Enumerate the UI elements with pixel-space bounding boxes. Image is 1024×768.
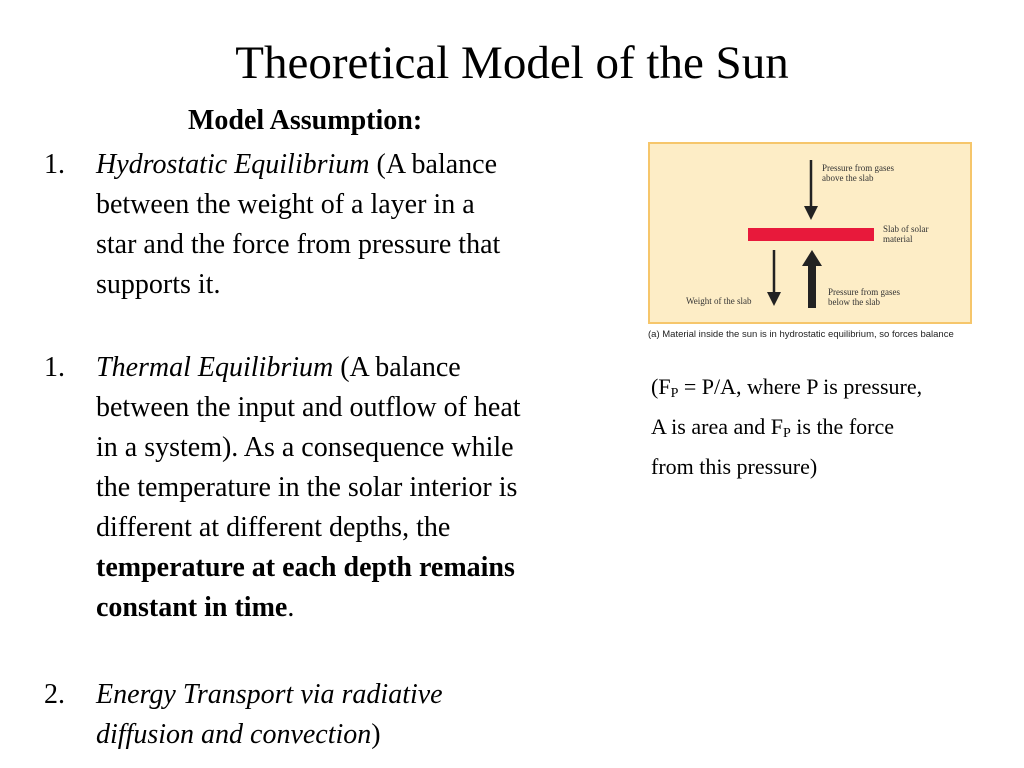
list-line: in a system). As a consequence while: [96, 432, 514, 463]
list-number: 2.: [44, 679, 65, 710]
list-item-text: [96, 145, 676, 305]
weight-arrowhead: [767, 292, 781, 306]
list-item-text: [96, 675, 676, 755]
list-line: between the weight of a layer in a: [96, 189, 475, 220]
list-line: between the input and outflow of heat: [96, 392, 521, 423]
slide-title: Theoretical Model of the Sun: [235, 37, 789, 89]
list-line: supports it.: [96, 269, 221, 300]
label-weight: Weight of the slab: [686, 296, 752, 306]
list-line: diffusion and convection): [96, 719, 381, 750]
term-italic: Hydrostatic Equilibrium: [96, 149, 370, 180]
list-line-bold: constant in time.: [96, 592, 295, 623]
list-number: 1.: [44, 149, 65, 180]
figure-caption: (a) Material inside the sun is in hydrostatic equilibrium, so forces balance: [648, 329, 954, 340]
label-pressure-below: Pressure from gases below the slab: [828, 287, 900, 307]
list-line: star and the force from pressure that: [96, 229, 501, 260]
list-number: 1.: [44, 352, 65, 383]
model-assumption-heading: Model Assumption:: [188, 105, 423, 136]
pressure-below-arrow: [808, 264, 816, 308]
hydrostatic-equilibrium-diagram: [648, 142, 972, 324]
pressure-below-arrowhead: [802, 250, 822, 266]
list-line: Hydrostatic Equilibrium (A balance: [96, 149, 498, 180]
list-item-text: [96, 348, 676, 628]
list-line: Energy Transport via radiative: [96, 679, 443, 710]
force-pressure-note: ($F_P = P/A$, where P is pressure, A is area and $F_P$ is the force from this pressure): [651, 374, 923, 479]
pressure-above-arrowhead: [804, 206, 818, 220]
term-italic: Thermal Equilibrium: [96, 352, 334, 383]
list-line-bold: temperature at each depth remains: [96, 552, 515, 583]
label-slab: Slab of solar material: [883, 224, 929, 244]
list-line: different at different depths, the: [96, 512, 451, 543]
slab-rect: [748, 228, 874, 241]
label-pressure-above: Pressure from gases above the slab: [822, 163, 894, 183]
list-line: the temperature in the solar interior is: [96, 472, 518, 503]
list-line: Thermal Equilibrium (A balance: [96, 352, 461, 383]
